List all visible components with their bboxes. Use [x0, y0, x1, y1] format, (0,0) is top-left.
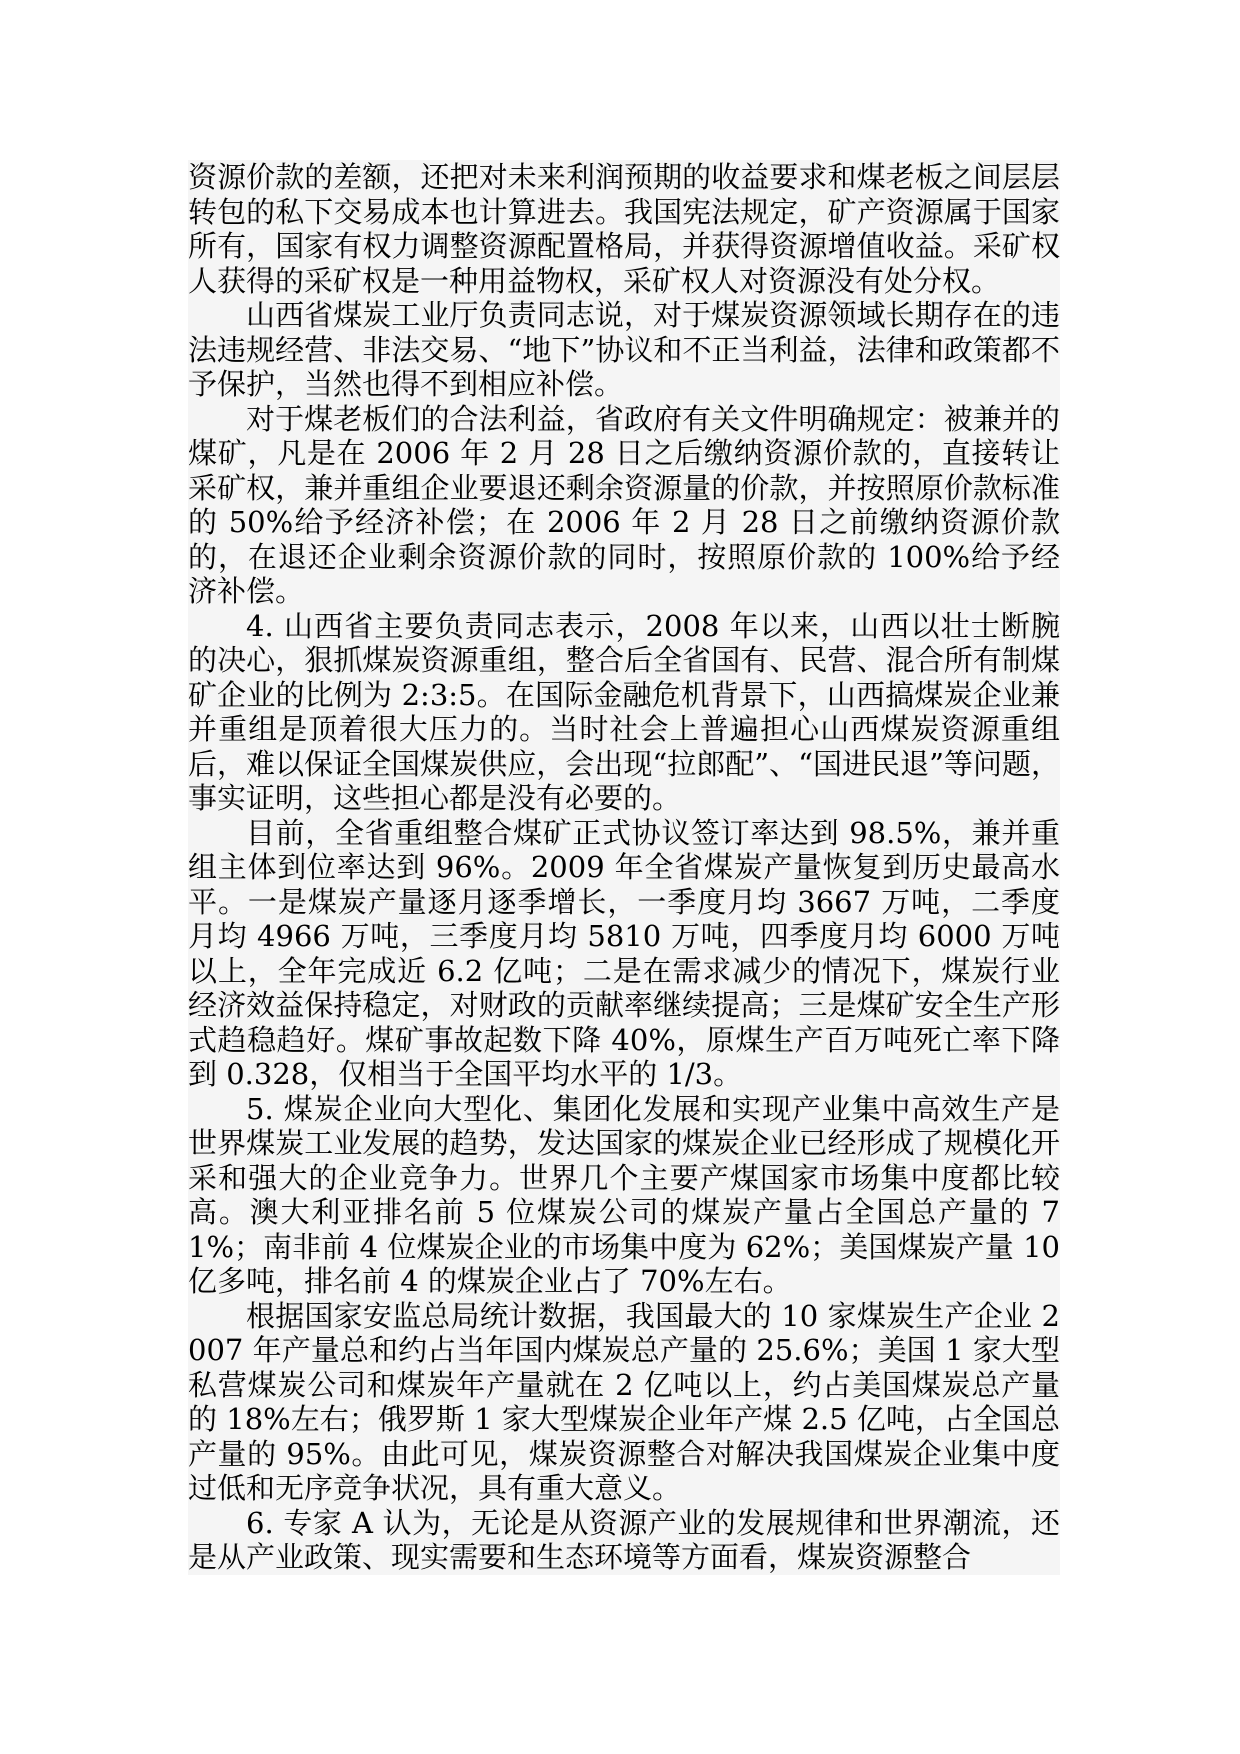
paragraph-4: 4. 山西省主要负责同志表示，2008 年以来，山西以壮士断腕的决心，狠抓煤炭资源重组，整合后全省国有、民营、混合所有制煤矿企业的比例为 2:3:5。在国际金融危机背景下，山西搞煤炭企业兼并重组是顶着很大压力的。当时社会上普遍担心山西煤炭资源重组后，难以保证全国煤炭供应，会出现“拉郎配”、“国进民退”等问题，事实证明，这些担心都是没有必要的。: [188, 608, 1060, 815]
document-page: [188, 160, 1060, 1575]
paragraph-5: 目前，全省重组整合煤矿正式协议签订率达到 98.5%，兼并重组主体到位率达到 96%。2009 年全省煤炭产量恢复到历史最高水平。一是煤炭产量逐月逐季增长，一季度月均 3667 万吨，二季度月均 4966 万吨，三季度月均 5810 万吨，四季度月均 6000 万吨以上，全年完成近 6.2 亿吨；二是在需求减少的情况下，煤炭行业经济效益保持稳定，对财政的贡献率继续提高；三是煤矿安全生产形式趋稳趋好。煤矿事故起数下降 40%，原煤生产百万吨死亡率下降到 0.328，仅相当于全国平均水平的 1/3。: [188, 815, 1060, 1091]
paragraph-7: 根据国家安监总局统计数据，我国最大的 10 家煤炭生产企业 2007 年产量总和约占当年国内煤炭总产量的 25.6%；美国 1 家大型私营煤炭公司和煤炭年产量就在 2 亿吨以上，约占美国煤炭总产量的 18%左右；俄罗斯 1 家大型煤炭企业年产煤 2.5 亿吨，占全国总产量的 95%。由此可见，煤炭资源整合对解决我国煤炭企业集中度过低和无序竞争状况，具有重大意义。: [188, 1298, 1060, 1505]
paragraph-8: 6. 专家 A 认为，无论是从资源产业的发展规律和世界潮流，还是从产业政策、现实需要和生态环境等方面看，煤炭资源整合: [188, 1505, 1060, 1574]
paragraph-3: 对于煤老板们的合法利益，省政府有关文件明确规定：被兼并的煤矿，凡是在 2006 年 2 月 28 日之后缴纳资源价款的，直接转让采矿权，兼并重组企业要退还剩余资源量的价款，并按照原价款标准的 50%给予经济补偿；在 2006 年 2 月 28 日之前缴纳资源价款的，在退还企业剩余资源价款的同时，按照原价款的 100%给予经济补偿。: [188, 401, 1060, 608]
paragraph-1: 资源价款的差额，还把对未来利润预期的收益要求和煤老板之间层层转包的私下交易成本也计算进去。我国宪法规定，矿产资源属于国家所有，国家有权力调整资源配置格局，并获得资源增值收益。采矿权人获得的采矿权是一种用益物权，采矿权人对资源没有处分权。: [188, 160, 1060, 298]
paragraph-6: 5. 煤炭企业向大型化、集团化发展和实现产业集中高效生产是世界煤炭工业发展的趋势，发达国家的煤炭企业已经形成了规模化开采和强大的企业竞争力。世界几个主要产煤国家市场集中度都比较高。澳大利亚排名前 5 位煤炭公司的煤炭产量占全国总产量的 71%；南非前 4 位煤炭企业的市场集中度为 62%；美国煤炭产量 10 亿多吨，排名前 4 的煤炭企业占了 70%左右。: [188, 1091, 1060, 1298]
paragraph-2: 山西省煤炭工业厅负责同志说，对于煤炭资源领域长期存在的违法违规经营、非法交易、“地下”协议和不正当利益，法律和政策都不予保护，当然也得不到相应补偿。: [188, 298, 1060, 401]
